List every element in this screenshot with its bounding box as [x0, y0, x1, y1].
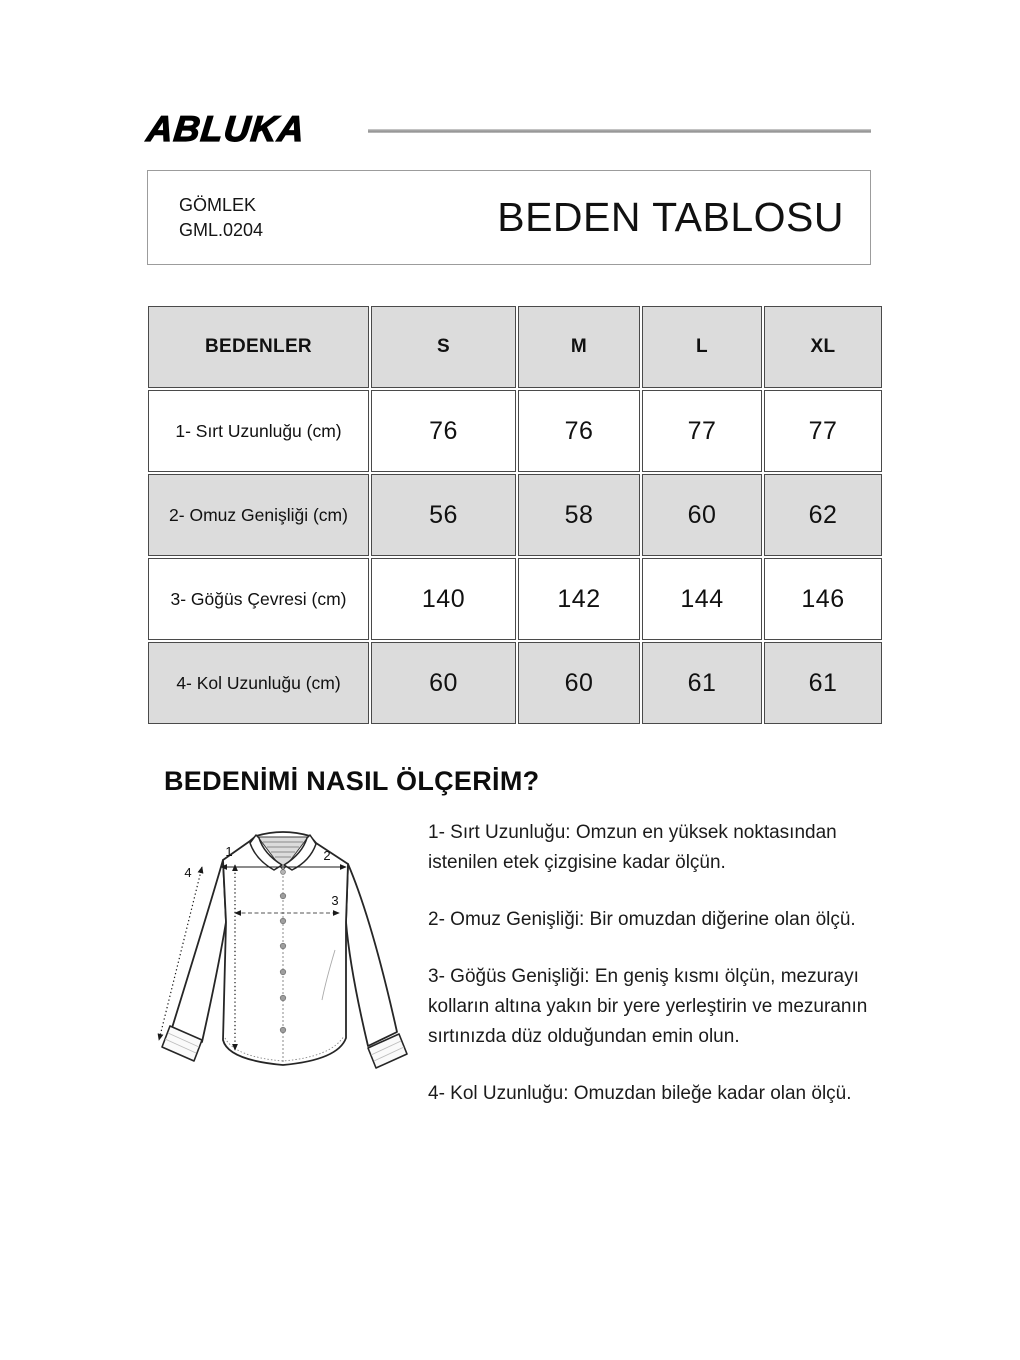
instruction-shoulder-width: 2- Omuz Genişliği: Bir omuzdan diğerine olan ölçü. — [428, 909, 856, 930]
brand-logo: ABLUKA — [144, 108, 308, 149]
size-value: 142 — [518, 558, 640, 640]
column-header-s: S — [371, 306, 516, 388]
size-value: 60 — [371, 642, 516, 724]
measure-instructions — [428, 818, 880, 1109]
diagram-label-1: 1 — [225, 844, 233, 859]
diagram-label-2: 2 — [323, 848, 331, 863]
diagram-label-4: 4 — [184, 865, 192, 880]
table-row — [148, 474, 882, 556]
title-box — [147, 170, 871, 265]
size-value: 140 — [371, 558, 516, 640]
size-value: 58 — [518, 474, 640, 556]
table-row — [148, 558, 882, 640]
size-value: 61 — [764, 642, 882, 724]
size-value: 60 — [642, 474, 762, 556]
size-value: 146 — [764, 558, 882, 640]
column-header-xl: XL — [764, 306, 882, 388]
product-name: GÖMLEK — [179, 195, 257, 216]
column-header-l: L — [642, 306, 762, 388]
size-value: 56 — [371, 474, 516, 556]
size-value: 77 — [642, 390, 762, 472]
page-title: BEDEN TABLOSU — [497, 194, 844, 240]
size-value: 76 — [371, 390, 516, 472]
size-value: 60 — [518, 642, 640, 724]
how-to-measure-heading: BEDENİMİ NASIL ÖLÇERİM? — [164, 766, 540, 796]
collar-button — [281, 870, 286, 875]
column-header-bedenler: BEDENLER — [148, 306, 369, 388]
product-code: GML.0204 — [179, 219, 264, 240]
shirt-diagram — [150, 810, 422, 1088]
size-value: 62 — [764, 474, 882, 556]
diagram-label-3: 3 — [331, 893, 339, 908]
table-row — [148, 642, 882, 724]
size-value: 144 — [642, 558, 762, 640]
measurement-label: 4- Kol Uzunluğu (cm) — [148, 642, 369, 724]
instruction-sleeve-length: 4- Kol Uzunluğu: Omuzdan bileğe kadar olan ölçü. — [428, 1083, 852, 1104]
size-value: 77 — [764, 390, 882, 472]
column-header-m: M — [518, 306, 640, 388]
size-value: 61 — [642, 642, 762, 724]
product-info — [179, 193, 263, 242]
size-value: 76 — [518, 390, 640, 472]
header-rule — [368, 129, 871, 133]
table-header-row — [148, 306, 882, 388]
measurement-label: 1- Sırt Uzunluğu (cm) — [148, 390, 369, 472]
table-row — [148, 390, 882, 472]
measurement-label: 3- Göğüs Çevresi (cm) — [148, 558, 369, 640]
measurement-label: 2- Omuz Genişliği (cm) — [148, 474, 369, 556]
size-table — [146, 304, 884, 726]
instruction-back-length: 1- Sırt Uzunluğu: Omzun en yüksek noktasından istenilen etek çizgisine kadar ölçün. — [428, 822, 837, 873]
instruction-chest-width: 3- Göğüs Genişliği: En geniş kısmı ölçün, mezurayı kolların altına yakın bir yere yerleştirin ve mezuranın sırtınızda düz olduğundan emin olun. — [428, 966, 868, 1047]
